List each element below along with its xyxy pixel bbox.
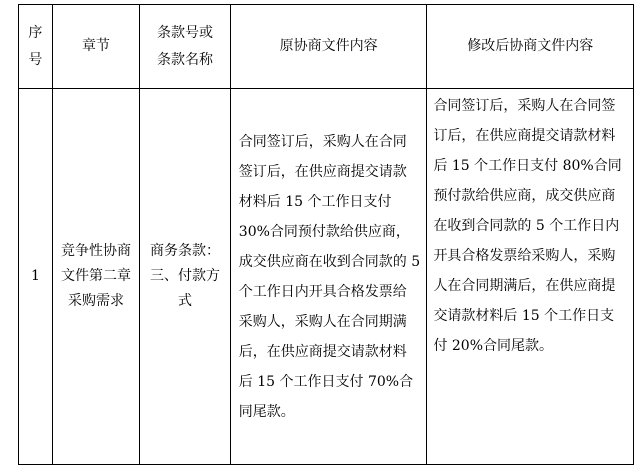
cell-seq: 1 <box>19 89 53 465</box>
cell-chapter: 竞争性协商文件第二章 采购需求 <box>52 89 139 465</box>
header-chapter: 章节 <box>52 5 139 89</box>
amendment-table <box>18 4 634 465</box>
header-row <box>19 5 634 89</box>
cell-clause: 商务条款：三、付款方式 <box>140 89 231 465</box>
header-seq-line1: 序 <box>28 24 43 41</box>
cell-modified-content: 合同签订后，采购人在合同签订后，在供应商提交请款材料后 15 个工作日支付 80%合同预付款给供应商，成交供应商在收到合同款的 5 个工作日内开具合格发票给采购人，采购人在合同期满后，在供应商提交请款材料后 15 个工作日支付 20%合同尾款。 <box>427 89 634 465</box>
header-modified: 修改后协商文件内容 <box>427 5 634 89</box>
table-row <box>19 89 634 465</box>
header-seq <box>19 5 53 89</box>
header-clause-line2: 条款名称 <box>157 51 214 68</box>
header-clause-line1: 条款号或 <box>157 24 214 41</box>
cell-original-content: 合同签订后，采购人在合同签订后，在供应商提交请款材料后 15 个工作日支付 30%合同预付款给供应商，成交供应商在收到合同款的 5 个工作日内开具合格发票给采购人，采购人在合同期满后，在供应商提交请款材料后 15 个工作日支付 70%合同尾款。 <box>230 89 427 465</box>
header-clause <box>140 5 231 89</box>
header-original: 原协商文件内容 <box>230 5 427 89</box>
header-seq-line2: 号 <box>28 51 43 68</box>
